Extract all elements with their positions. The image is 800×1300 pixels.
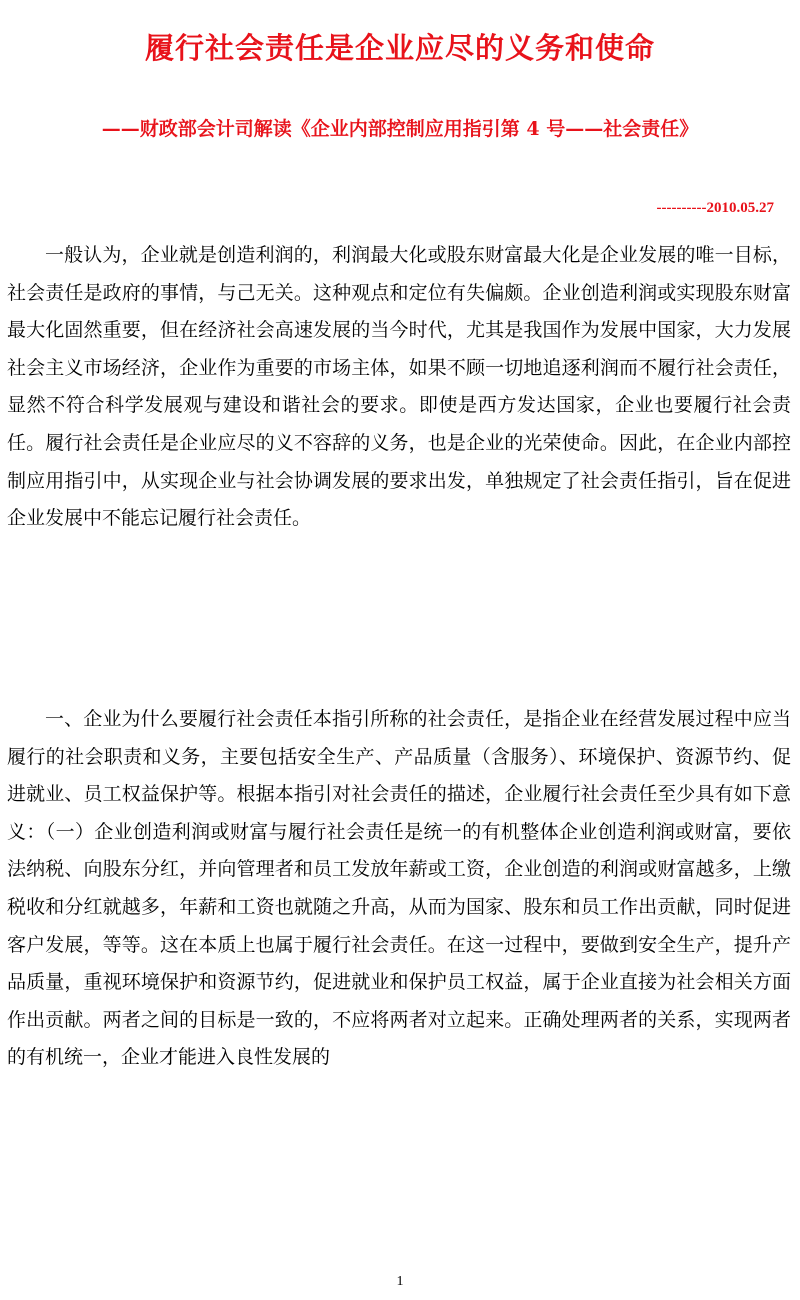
body-paragraph: 一般认为，企业就是创造利润的，利润最大化或股东财富最大化是企业发展的唯一目标，社会责任是政府的事情，与己无关。这种观点和定位有失偏颇。企业创造利润或实现股东财富最大化固然重要，但在经济社会高速发展的当今时代，尤其是我国作为发展中国家，大力发展社会主义市场经济，企业作为重要的市场主体，如果不顾一切地追逐利润而不履行社会责任，显然不符合科学发展观与建设和谐社会的要求。即使是西方发达国家，企业也要履行社会责任。履行社会责任是企业应尽的义不容辞的义务，也是企业的光荣使命。因此，在企业内部控制应用指引中，从实现企业与社会协调发展的要求出发，单独规定了社会责任指引，旨在促进企业发展中不能忘记履行社会责任。: [7, 244, 791, 530]
body-paragraph: 一、企业为什么要履行社会责任本指引所称的社会责任，是指企业在经营发展过程中应当履行的社会职责和义务，主要包括安全生产、产品质量（含服务）、环境保护、资源节约、促进就业、员工权益保护等。根据本指引对社会责任的描述，企业履行社会责任至少具有如下意义：（一）企业创造利润或财富与履行社会责任是统一的有机整体企业创造利润或财富，要依法纳税、向股东分红，并向管理者和员工发放年薪或工资，企业创造的利润或财富越多，上缴税收和分红就越多，年薪和工资也就随之升高，从而为国家、股东和员工作出贡献，同时促进客户发展，等等。这在本质上也属于履行社会责任。在这一过程中，要做到安全生产，提升产品质量，重视环境保护和资源节约，促进就业和保护员工权益，属于企业直接为社会相关方面作出贡献。两者之间的目标是一致的，不应将两者对立起来。正确处理两者的关系，实现两者的有机统一，企业才能进入良性发展的: [7, 708, 791, 1069]
document-subtitle: ——财政部会计司解读《企业内部控制应用指引第 4 号——社会责任》: [101, 118, 699, 140]
document-title: 履行社会责任是企业应尽的义务和使命: [144, 31, 655, 65]
page-number: 1: [396, 1274, 404, 1289]
publish-date: ----------2010.05.27: [656, 200, 774, 216]
